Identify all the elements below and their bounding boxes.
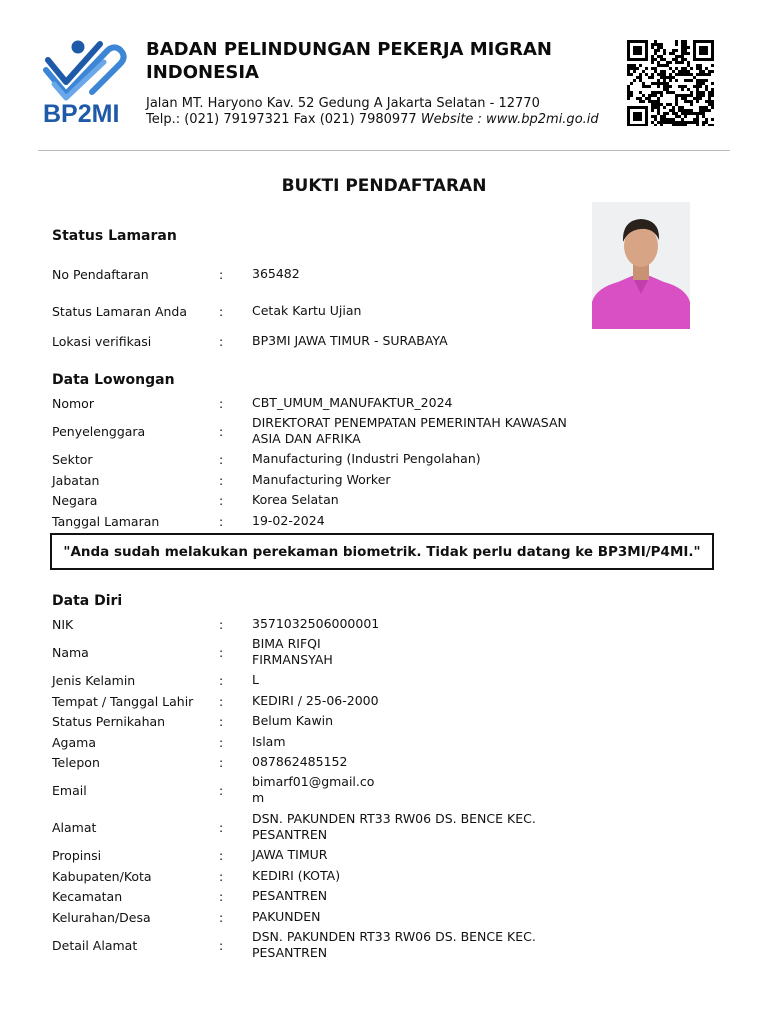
field-label: Jenis Kelamin [52, 672, 136, 688]
field-value: Islam [252, 734, 286, 749]
field-row-telepon [52, 752, 612, 772]
field-row-no-pendaftaran [52, 264, 612, 284]
field-value: DSN. PAKUNDEN RT33 RW06 DS. BENCE KEC. PESANTREN [252, 811, 536, 842]
document-title: BUKTI PENDAFTARAN [281, 176, 487, 196]
field-value: PAKUNDEN [252, 909, 321, 924]
field-label: Status Lamaran Anda [52, 303, 188, 319]
field-value: 3571032506000001 [252, 616, 380, 631]
field-label: Kabupaten/Kota [52, 868, 152, 884]
field-value: L [252, 672, 259, 687]
field-colon: : [219, 782, 224, 798]
field-row-email [52, 773, 612, 807]
field-label: No Pendaftaran [52, 266, 149, 282]
section-heading-data-lowongan: Data Lowongan [52, 372, 175, 388]
field-label: Email [52, 782, 87, 798]
qr-code-icon [626, 40, 716, 126]
field-label: Status Pernikahan [52, 713, 166, 729]
field-value: 087862485152 [252, 754, 348, 769]
field-row-sektor [52, 449, 612, 469]
field-colon: : [219, 888, 224, 904]
field-colon: : [219, 472, 224, 488]
field-label: Penyelenggara [52, 423, 146, 439]
section-heading-data-diri: Data Diri [52, 593, 123, 609]
field-row-tanggal-lamaran [52, 511, 612, 531]
field-colon: : [219, 937, 224, 953]
field-colon: : [219, 868, 224, 884]
field-label: Kelurahan/Desa [52, 909, 151, 925]
field-label: Kecamatan [52, 888, 123, 904]
field-value: DIREKTORAT PENEMPATAN PEMERINTAH KAWASAN ASIA DAN AFRIKA [252, 415, 567, 446]
field-colon: : [219, 616, 224, 632]
field-row-negara [52, 490, 612, 510]
field-row-agama [52, 732, 612, 752]
field-value: PESANTREN [252, 888, 328, 903]
header-divider [38, 150, 730, 151]
field-label: Agama [52, 734, 96, 750]
field-label: Negara [52, 492, 98, 508]
field-value: KEDIRI (KOTA) [252, 868, 341, 883]
bp2mi-logo [42, 38, 134, 124]
field-label: Propinsi [52, 847, 102, 863]
field-value: DSN. PAKUNDEN RT33 RW06 DS. BENCE KEC. PESANTREN [252, 929, 536, 960]
field-value: bimarf01@gmail.com [252, 774, 375, 805]
field-row-alamat [52, 810, 612, 844]
field-row-kabupaten-kota [52, 866, 612, 886]
biometric-notice: "Anda sudah melakukan perekaman biometrik. Tidak perlu datang ke BP3MI/P4MI." [50, 533, 714, 570]
field-colon: : [219, 909, 224, 925]
field-label: Sektor [52, 451, 93, 467]
field-value: Cetak Kartu Ujian [252, 303, 362, 318]
field-row-jabatan [52, 470, 612, 490]
org-name: BADAN PELINDUNGAN PEKERJA MIGRAN INDONESIA [146, 39, 552, 83]
field-colon: : [219, 513, 224, 529]
field-label: Detail Alamat [52, 937, 138, 953]
field-label: Lokasi verifikasi [52, 333, 152, 349]
field-label: Nama [52, 644, 89, 660]
field-label: Telepon [52, 754, 100, 770]
field-value: CBT_UMUM_MANUFAKTUR_2024 [252, 395, 453, 410]
field-colon: : [219, 266, 224, 282]
field-colon: : [219, 303, 224, 319]
field-row-detail-alamat [52, 928, 612, 962]
field-value: Belum Kawin [252, 713, 334, 728]
field-value: BP3MI JAWA TIMUR - SURABAYA [252, 333, 448, 348]
field-colon: : [219, 847, 224, 863]
field-row-nama [52, 635, 612, 669]
field-colon: : [219, 693, 224, 709]
field-value: BIMA RIFQI FIRMANSYAH [252, 636, 333, 667]
field-row-penyelenggara [52, 414, 612, 448]
field-colon: : [219, 734, 224, 750]
field-value: Manufacturing Worker [252, 472, 391, 487]
field-label: Jabatan [52, 472, 100, 488]
field-label: Alamat [52, 819, 97, 835]
qr-code [626, 40, 716, 126]
field-value: JAWA TIMUR [252, 847, 328, 862]
field-row-nik [52, 614, 612, 634]
bp2mi-emblem-icon [42, 38, 134, 124]
field-row-propinsi [52, 845, 612, 865]
field-colon: : [219, 423, 224, 439]
field-value: 365482 [252, 266, 300, 281]
field-value: Korea Selatan [252, 492, 339, 507]
field-colon: : [219, 713, 224, 729]
section-heading-status-lamaran: Status Lamaran [52, 228, 177, 244]
field-colon: : [219, 754, 224, 770]
field-row-kelurahan-desa [52, 907, 612, 927]
org-address: Jalan MT. Haryono Kav. 52 Gedung A Jakarta Selatan - 12770 [146, 96, 540, 111]
field-label: Nomor [52, 395, 94, 411]
field-row-jenis-kelamin [52, 670, 612, 690]
org-telephone: Telp.: (021) 79197321 Fax (021) 7980977 [146, 112, 421, 127]
svg-text:BP2MI: BP2MI [43, 100, 120, 124]
field-row-kecamatan [52, 886, 612, 906]
field-row-lokasi-verifikasi [52, 331, 612, 351]
field-value: 19-02-2024 [252, 513, 325, 528]
field-row-status-pernikahan [52, 711, 612, 731]
field-colon: : [219, 644, 224, 660]
org-website: Website : www.bp2mi.go.id [420, 112, 599, 127]
field-colon: : [219, 819, 224, 835]
field-label: NIK [52, 616, 74, 632]
field-colon: : [219, 672, 224, 688]
field-label: Tanggal Lamaran [52, 513, 160, 529]
org-contact [146, 112, 599, 128]
field-label: Tempat / Tanggal Lahir [52, 693, 194, 709]
field-colon: : [219, 451, 224, 467]
field-colon: : [219, 333, 224, 349]
field-row-tempat-tanggal-lahir [52, 691, 612, 711]
field-row-nomor [52, 393, 612, 413]
field-colon: : [219, 492, 224, 508]
field-colon: : [219, 395, 224, 411]
field-value: KEDIRI / 25-06-2000 [252, 693, 379, 708]
field-value: Manufacturing (Industri Pengolahan) [252, 451, 481, 466]
field-row-status-lamaran-anda [52, 301, 612, 321]
